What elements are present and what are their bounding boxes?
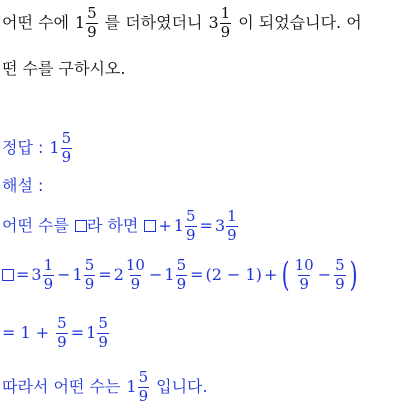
- unknown-box: [75, 220, 87, 232]
- answer-label: 정답 :: [2, 138, 44, 158]
- problem-line-2: [2, 61, 125, 77]
- fraction: $\frac{10}{9}$: [125, 256, 145, 293]
- conclusion-line: 따라서 어떤 수는 1 $\frac{5}{9}$ 입니다.: [2, 368, 208, 405]
- fraction: $\frac{5}{9}$: [138, 368, 149, 405]
- answer-line: [2, 131, 73, 166]
- fraction: $\frac{10}{9}$: [294, 256, 314, 293]
- problem-text: 를 더하였더니: [104, 13, 203, 33]
- fraction: $\frac{5}{9}$: [185, 207, 196, 244]
- fraction: $\frac{5}{9}$: [84, 256, 95, 293]
- explanation-line-1: 어떤 수를 라 하면 + 1 $\frac{5}{9}$ = 3 $\frac{1}{9}$: [2, 207, 237, 244]
- problem-text: 이 되었습니다. 어: [238, 13, 362, 33]
- unknown-box: [2, 269, 14, 281]
- problem-text: 떤 수를 구하시오.: [2, 59, 126, 78]
- problem-text: 어떤 수에: [2, 13, 69, 33]
- explanation-label: 해설 :: [2, 176, 44, 195]
- fraction: $\frac{5}{9}$: [87, 4, 97, 41]
- fraction: $\frac{1}{9}$: [220, 4, 231, 41]
- problem-line-1: [2, 6, 362, 41]
- mixed-number-whole: 1: [74, 13, 86, 33]
- unknown-box: [144, 220, 156, 232]
- explanation-line-2: = 3 $\frac{1}{9}$ − 1 $\frac{5}{9}$ = 2 $\frac{10}{9}$ − 1 $\frac{5}{9}$ = (2 − 1) + ( $\frac{10}{9}$ − $\frac{5}{9}$ ): [2, 258, 360, 293]
- fraction: $\frac{1}{9}$: [227, 207, 237, 244]
- fraction: $\frac{5}{9}$: [57, 314, 67, 351]
- explanation-line-3: = 1 + $\frac{5}{9}$ = 1 $\frac{5}{9}$: [2, 314, 108, 351]
- fraction: $\frac{5}{9}$: [98, 314, 108, 351]
- mixed-number-whole: 3: [208, 13, 219, 33]
- answer-fraction: $\frac{5}{9}$: [61, 129, 72, 166]
- fraction: $\frac{5}{9}$: [335, 256, 345, 293]
- answer-whole: 1: [49, 138, 60, 158]
- fraction: $\frac{1}{9}$: [43, 256, 54, 293]
- fraction: $\frac{5}{9}$: [176, 256, 187, 293]
